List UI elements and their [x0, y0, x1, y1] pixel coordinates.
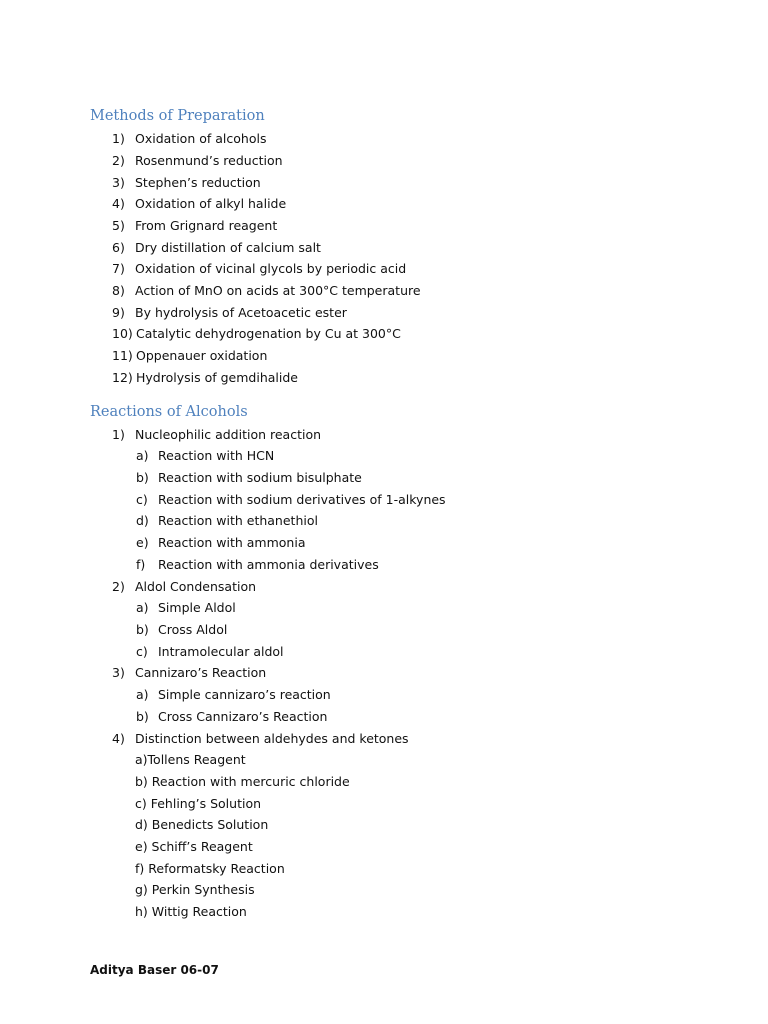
list-item: 1) Nucleophilic addition reaction [112, 427, 322, 442]
sub-list-item: a)Tollens Reagent [135, 752, 246, 767]
list-item: 9) By hydrolysis of Acetoacetic ester [112, 305, 347, 320]
list-item: 3) Stephen’s reduction [112, 175, 261, 190]
list-item: 1) Oxidation of alcohols [112, 131, 267, 146]
sub-list-item: f) Reformatsky Reaction [135, 861, 285, 876]
sub-list-item: c) Intramolecular aldol [136, 644, 284, 659]
sub-list-item: a) Simple Aldol [136, 600, 236, 615]
list-item: 5) From Grignard reagent [112, 218, 278, 233]
section-heading-methods-of-preparation: Methods of Preparation [90, 108, 265, 124]
list-item: 7) Oxidation of vicinal glycols by periodic acid [112, 261, 407, 276]
sub-list-item: a) Reaction with HCN [136, 448, 275, 463]
sub-list-item: d) Reaction with ethanethiol [136, 513, 318, 528]
sub-list-item: c) Fehling’s Solution [135, 796, 262, 811]
sub-list-item: a) Simple cannizaro’s reaction [136, 687, 331, 702]
list-item: 3) Cannizaro’s Reaction [112, 665, 267, 680]
sub-list-item: d) Benedicts Solution [135, 817, 269, 832]
list-item: 6) Dry distillation of calcium salt [112, 240, 321, 255]
list-item: 4) Distinction between aldehydes and ketones [112, 731, 409, 746]
list-item: 2) Aldol Condensation [112, 579, 257, 594]
sub-list-item: e) Reaction with ammonia [136, 535, 306, 550]
list-item: 8) Action of MnO on acids at 300°C temperature [112, 283, 421, 298]
sub-list-item: e) Schiff’s Reagent [135, 839, 253, 854]
sub-list-item: h) Wittig Reaction [135, 904, 247, 919]
list-item: 4) Oxidation of alkyl halide [112, 196, 287, 211]
sub-list-item: f) Reaction with ammonia derivatives [136, 557, 379, 572]
list-item: 2) Rosenmund’s reduction [112, 153, 283, 168]
sub-list-item: b) Cross Aldol [136, 622, 228, 637]
list-item: 12) Hydrolysis of gemdihalide [112, 370, 298, 385]
list-item: 11) Oppenauer oxidation [112, 348, 268, 363]
sub-list-item: c) Reaction with sodium derivatives of 1-alkynes [136, 492, 446, 507]
sub-list-item: b) Reaction with mercuric chloride [135, 774, 350, 789]
footer-author: Aditya Baser 06-07 [90, 963, 219, 977]
list-item: 10) Catalytic dehydrogenation by Cu at 300°C [112, 326, 401, 341]
sub-list-item: b) Cross Cannizaro’s Reaction [136, 709, 328, 724]
sub-list-item: b) Reaction with sodium bisulphate [136, 470, 362, 485]
section-heading-reactions-of-alcohols: Reactions of Alcohols [90, 404, 248, 420]
sub-list-item: g) Perkin Synthesis [135, 882, 255, 897]
